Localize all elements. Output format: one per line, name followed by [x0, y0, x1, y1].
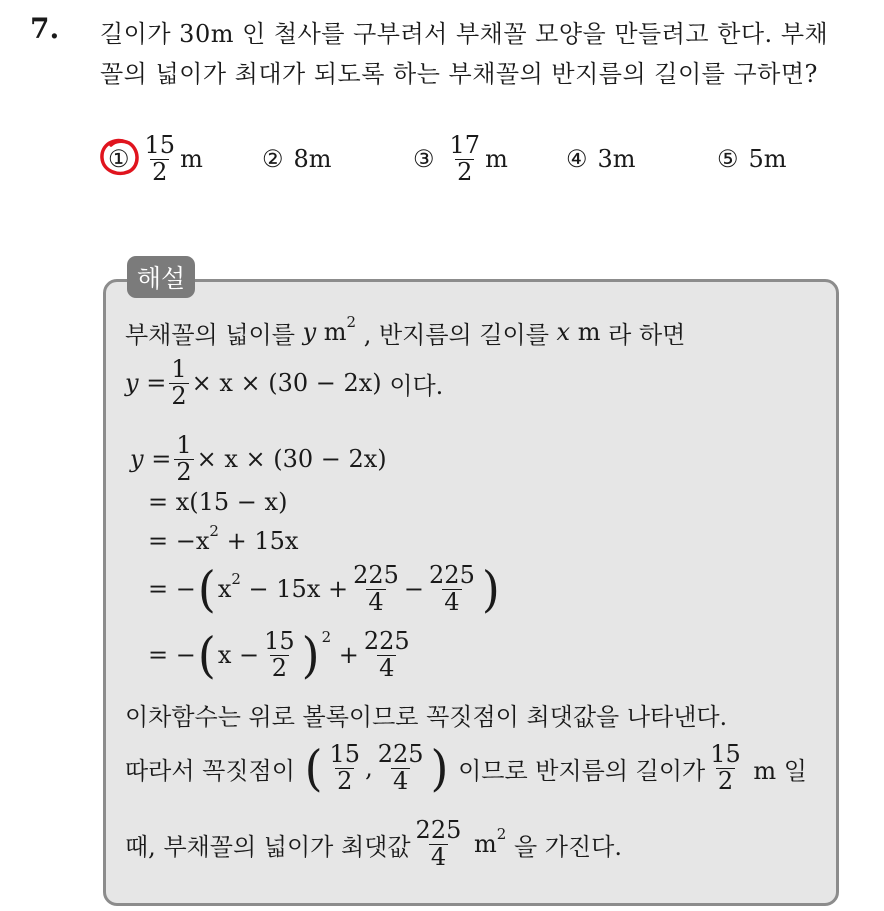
derivation-step-3: = −x $^2$ + 15x	[148, 522, 299, 555]
choice-marker: ⑤	[717, 145, 739, 173]
choice-marker: ③	[413, 145, 435, 173]
choice-2[interactable]	[262, 128, 332, 190]
solution-intro: 부채꼴의 넓이를 y m $^2$ , 반지름의 길이를 x m 라 하면	[125, 313, 686, 349]
choice-marker: ②	[262, 145, 284, 173]
choice-text: 5m	[748, 145, 787, 173]
question-number: 7.	[30, 12, 60, 45]
unit: m	[485, 145, 508, 173]
derivation-step-4: = − ( x $^2$ − 15x + $\frac{225}{4}$ − $\frac{225}{4}$ )	[148, 560, 500, 618]
choice-3[interactable]	[413, 128, 508, 190]
fraction-half: $\frac{1}{2}$	[176, 431, 192, 486]
question-text-line2: 꼴의 넓이가 최대가 되도록 하는 부채꼴의 반지름의 길이를 구하면?	[100, 60, 818, 88]
choice-marker: ④	[566, 145, 588, 173]
derivation-step-1: y = $\frac{1}{2}$ × x × (30 − 2x)	[130, 431, 387, 486]
choice-text: 3m	[597, 145, 636, 173]
question-text-line1: 길이가 30m 인 철사를 구부려서 부채꼴 모양을 만들려고 한다. 부채	[100, 20, 829, 48]
choice-marker: ①	[108, 145, 130, 173]
answer-circle-mark	[96, 133, 144, 181]
choice-5[interactable]	[717, 128, 787, 190]
conclusion-line-1: 이차함수는 위로 볼록이므로 꼭짓점이 최댓값을 나타낸다.	[125, 702, 728, 731]
fraction: $\frac{17}{2}$	[449, 131, 481, 186]
unit: m	[180, 145, 203, 173]
conclusion-line-3: 때, 부채꼴의 넓이가 최댓값 $\frac{225}{4}$ m $^2$ 을 가진다.	[125, 816, 622, 871]
derivation-step-5: = − ( x − $\frac{15}{2}$ ) $^2$ + $\frac{225}{4}$	[148, 626, 410, 684]
choice-text: 8m	[293, 145, 332, 173]
derivation-step-2: = x(15 − x)	[148, 488, 288, 516]
fraction: $\frac{15}{2}$	[144, 131, 176, 186]
choice-4[interactable]	[566, 128, 636, 190]
solution-tag: 해설	[127, 256, 195, 298]
fraction-half: $\frac{1}{2}$	[171, 355, 187, 410]
conclusion-line-2: 따라서 꼭짓점이 ( $\frac{15}{2}$ , $\frac{225}{4}$ ) 이므로 반지름의 길이가 $\frac{15}{2}$ m 일	[125, 739, 807, 797]
equation-line-1: y = $\frac{1}{2}$ × x × (30 − 2x) 이다.	[125, 355, 444, 410]
